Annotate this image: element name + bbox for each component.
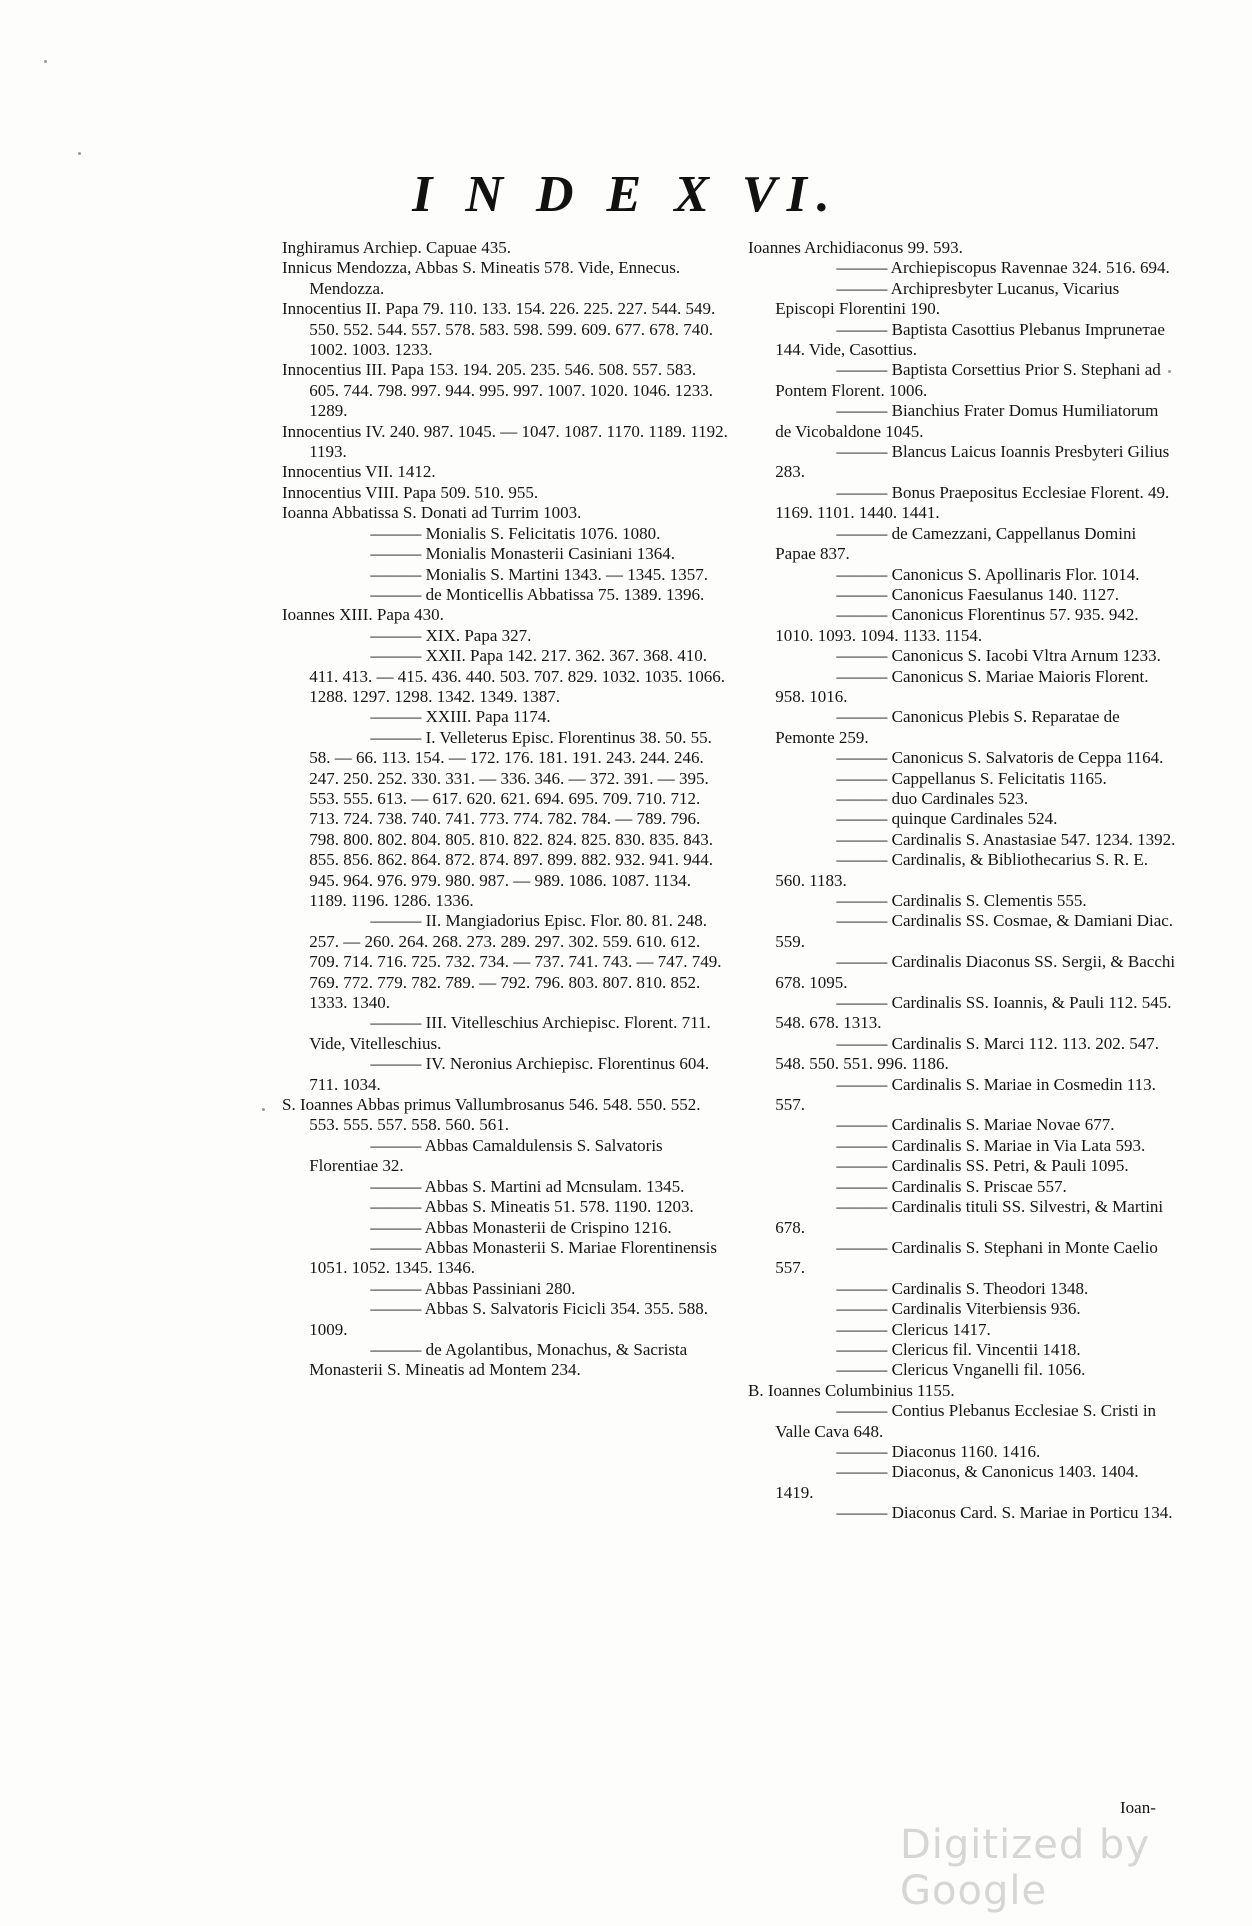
- index-entry: Innicus Mendozza, Abbas S. Mineatis 578. Vide, Ennecus. Mendozza.: [282, 258, 681, 298]
- index-subentry: ——— Monialis S. Martini 1343. — 1345. 1357.: [370, 564, 709, 584]
- index-subentry: ——— Monialis S. Felicitatis 1076. 1080.: [370, 523, 661, 543]
- index-subentry: ——— Canonicus S. Salvatoris de Ceppa 1164.: [836, 748, 1164, 768]
- index-subentry: ——— Cardinalis S. Mariae Novae 677.: [836, 1115, 1115, 1135]
- index-subentry: ——— Cardinalis S. Anastasiae 547. 1234. 1392.: [836, 829, 1176, 849]
- index-subentry: ——— XIX. Papa 327.: [370, 625, 532, 645]
- index-subentry: ——— Abbas S. Salvatoris Ficicli 354. 355. 588. 1009.: [309, 1299, 709, 1339]
- index-subentry: ——— Canonicus Plebis S. Reparatae de Pemonte 259.: [775, 707, 1120, 747]
- index-subentry: ——— Clericus fil. Vincentii 1418.: [836, 1339, 1081, 1359]
- index-subentry: ——— Abbas Passiniani 280.: [370, 1278, 576, 1298]
- index-subentry: ——— Clericus Vnganelli fil. 1056.: [836, 1360, 1086, 1380]
- index-subentry: ——— Cardinalis S. Mariae in Via Lata 593.: [836, 1135, 1146, 1155]
- index-entry: S. Ioannes Abbas primus Vallumbrosanus 546. 548. 550. 552. 553. 555. 557. 558. 560. 561.: [282, 1095, 701, 1135]
- index-subentry: ——— Cardinalis S. Priscae 557.: [836, 1176, 1067, 1196]
- index-subentry: ——— Cardinalis S. Mariae in Cosmedin 113. 557.: [775, 1074, 1156, 1115]
- index-subentry: ——— Canonicus Faesulanus 140. 1127.: [836, 584, 1120, 604]
- index-subentry: ——— Monialis Monasterii Casiniani 1364.: [370, 544, 675, 564]
- index-subentry: ——— Canonicus S. Mariae Maioris Florent. 958. 1016.: [775, 666, 1149, 706]
- index-subentry: ——— II. Mangiadorius Episc. Flor. 80. 81. 248. 257. — 260. 264. 268. 273. 289. 297. 302. 559. 610. 612. 709. 714. 716. 725. 732. 734. — 737. 741. 743. — 747. 749. 769. 772. 779. 782. 789. — 792. 796. 803. 807. 810. 852. 1333. 1340.: [309, 911, 722, 1013]
- index-column-right: [748, 238, 1176, 1524]
- index-subentry: ——— Contius Plebanus Ecclesiae S. Cristi in Valle Cava 648.: [775, 1401, 1157, 1441]
- index-subentry: ——— III. Vitelleschius Archiepisc. Florent. 711. Vide, Vitelleschius.: [309, 1013, 711, 1053]
- index-subentry: ——— Diaconus 1160. 1416.: [836, 1441, 1041, 1461]
- index-subentry: ——— Cardinalis S. Clementis 555.: [836, 891, 1087, 910]
- index-entry: Innocentius III. Papa 153. 194. 205. 235. 546. 508. 557. 583. 605. 744. 798. 997. 944. 995. 997. 1007. 1020. 1046. 1233. 1289.: [282, 360, 713, 421]
- index-entry: B. Ioannes Columbinius 1155.: [748, 1380, 955, 1400]
- index-subentry: ——— Abbas Monasterii de Crispino 1216.: [370, 1217, 672, 1237]
- index-subentry: ——— Cardinalis, & Bibliothecarius S. R. E. 560. 1183.: [775, 850, 1149, 890]
- index-subentry: ——— Bianchius Frater Domus Humiliatorum de Vicobaldone 1045.: [775, 401, 1159, 441]
- index-subentry: ——— Diaconus Card. S. Mariae in Porticu 134.: [836, 1503, 1173, 1523]
- index-subentry: ——— Archiepiscopus Ravennae 324. 516. 694.: [836, 258, 1170, 278]
- index-subentry: ——— XXIII. Papa 1174.: [370, 707, 551, 727]
- page-title: I N D E X VI.: [412, 166, 840, 223]
- index-subentry: ——— Canonicus S. Apollinaris Flor. 1014.: [836, 564, 1140, 584]
- index-subentry: ——— Baptista Corsettius Prior S. Stephani ad Pontem Florent. 1006.: [775, 360, 1161, 400]
- index-subentry: ——— Cardinalis SS. Cosmae, & Damiani Diac. 559.: [775, 911, 1174, 951]
- index-subentry: ——— Clericus 1417.: [836, 1319, 991, 1339]
- index-column-left: [282, 238, 730, 1381]
- index-subentry: ——— Cardinalis Diaconus SS. Sergii, & Bacchi 678. 1095.: [775, 952, 1176, 992]
- index-entry: Innocentius II. Papa 79. 110. 133. 154. 226. 225. 227. 544. 549. 550. 552. 544. 557. 578. 583. 598. 599. 609. 677. 678. 740. 1002. 1003. 1233.: [282, 299, 716, 360]
- index-entry: Innocentius IV. 240. 987. 1045. — 1047. 1087. 1170. 1189. 1192. 1193.: [282, 421, 728, 462]
- index-subentry: ——— Archipresbyter Lucanus, Vicarius Episcopi Florentini 190.: [775, 278, 1120, 319]
- scan-speck: [78, 152, 81, 155]
- index-subentry: ——— Blancus Laicus Ioannis Presbyteri Gilius 283.: [775, 442, 1170, 482]
- index-entry: Innocentius VII. 1412.: [282, 462, 436, 482]
- index-subentry: ——— Cappellanus S. Felicitatis 1165.: [836, 768, 1107, 788]
- index-entry: Innocentius VIII. Papa 509. 510. 955.: [282, 482, 539, 502]
- index-subentry: ——— de Agolantibus, Monachus, & Sacrista Monasterii S. Mineatis ad Montem 234.: [309, 1339, 688, 1380]
- index-subentry: ——— de Camezzani, Cappellanus Domini Papae 837.: [775, 523, 1137, 564]
- index-subentry: ——— I. Velleterus Episc. Florentinus 38. 50. 55. 58. — 66. 113. 154. — 172. 176. 181. 191. 243. 244. 246. 247. 250. 252. 330. 331. — 336. 346. — 372. 391. — 395. 553. 555. 613. — 617. 620. 621. 694. 695. 709. 710. 712. 713. 724. 738. 740. 741. 773. 774. 782. 784. — 789. 796. 798. 800. 802. 804. 805. 810. 822. 824. 825. 830. 835. 843. 855. 856. 862. 864. 872. 874. 897. 899. 882. 932. 941. 944. 945. 964. 976. 979. 980. 987. — 989. 1086. 1087. 1134. 1189. 1196. 1286. 1336.: [309, 727, 713, 910]
- index-subentry: ——— Abbas Camaldulensis S. Salvatoris Florentiae 32.: [309, 1135, 663, 1176]
- index-subentry: ——— Cardinalis SS. Ioannis, & Pauli 112. 545. 548. 678. 1313.: [775, 993, 1172, 1033]
- index-subentry: ——— Abbas Monasterii S. Mariae Florentinensis 1051. 1052. 1345. 1346.: [309, 1237, 717, 1278]
- index-subentry: ——— Diaconus, & Canonicus 1403. 1404. 1419.: [775, 1462, 1139, 1502]
- index-subentry: ——— de Monticellis Abbatissa 75. 1389. 1396.: [370, 584, 705, 604]
- index-entry: Inghiramus Archiep. Capuae 435.: [282, 238, 511, 257]
- index-entry: Ioannes Archidiaconus 99. 593.: [748, 238, 963, 257]
- index-subentry: ——— XXII. Papa 142. 217. 362. 367. 368. 410. 411. 413. — 415. 436. 440. 503. 707. 829. 1032. 1035. 1066. 1288. 1297. 1298. 1342. 1349. 1387.: [309, 646, 726, 706]
- index-entry: Ioanna Abbatissa S. Donati ad Turrim 1003.: [282, 503, 582, 523]
- index-subentry: ——— quinque Cardinales 524.: [836, 809, 1058, 829]
- index-subentry: ——— Cardinalis S. Theodori 1348.: [836, 1278, 1089, 1298]
- index-subentry: ——— Canonicus S. Iacobi Vltra Arnum 1233.: [836, 646, 1161, 666]
- catchword: Ioan-: [1120, 1798, 1156, 1817]
- index-subentry: ——— Abbas S. Mineatis 51. 578. 1190. 1203.: [370, 1197, 694, 1217]
- index-entry: Ioannes XIII. Papa 430.: [282, 605, 444, 625]
- index-subentry: ——— Cardinalis tituli SS. Silvestri, & Martini 678.: [775, 1197, 1164, 1237]
- digitization-watermark: Digitized by Google: [900, 1822, 1150, 1914]
- index-subentry: ——— Canonicus Florentinus 57. 935. 942. 1010. 1093. 1094. 1133. 1154.: [775, 605, 1139, 645]
- index-subentry: ——— IV. Neronius Archiepisc. Florentinus 604. 711. 1034.: [309, 1054, 710, 1094]
- index-subentry: ——— Baptista Casottius Plebanus Impruneтae 144. Vide, Casottius.: [775, 319, 1165, 360]
- index-subentry: ——— Cardinalis Viterbiensis 936.: [836, 1299, 1081, 1319]
- index-subentry: ——— Cardinalis S. Marci 112. 113. 202. 547. 548. 550. 551. 996. 1186.: [775, 1033, 1160, 1074]
- index-subentry: ——— Bonus Praepositus Ecclesiae Florent. 49. 1169. 1101. 1440. 1441.: [775, 482, 1170, 523]
- index-subentry: ——— Cardinalis S. Stephani in Monte Caelio 557.: [775, 1237, 1158, 1278]
- index-subentry: ——— duo Cardinales 523.: [836, 788, 1029, 808]
- index-subentry: ——— Abbas S. Martini ad Mcnsulam. 1345.: [370, 1176, 685, 1196]
- scan-speck: [262, 1108, 265, 1111]
- scan-speck: [44, 60, 47, 63]
- index-subentry: ——— Cardinalis SS. Petri, & Pauli 1095.: [836, 1156, 1129, 1176]
- scan-speck: [1168, 370, 1171, 373]
